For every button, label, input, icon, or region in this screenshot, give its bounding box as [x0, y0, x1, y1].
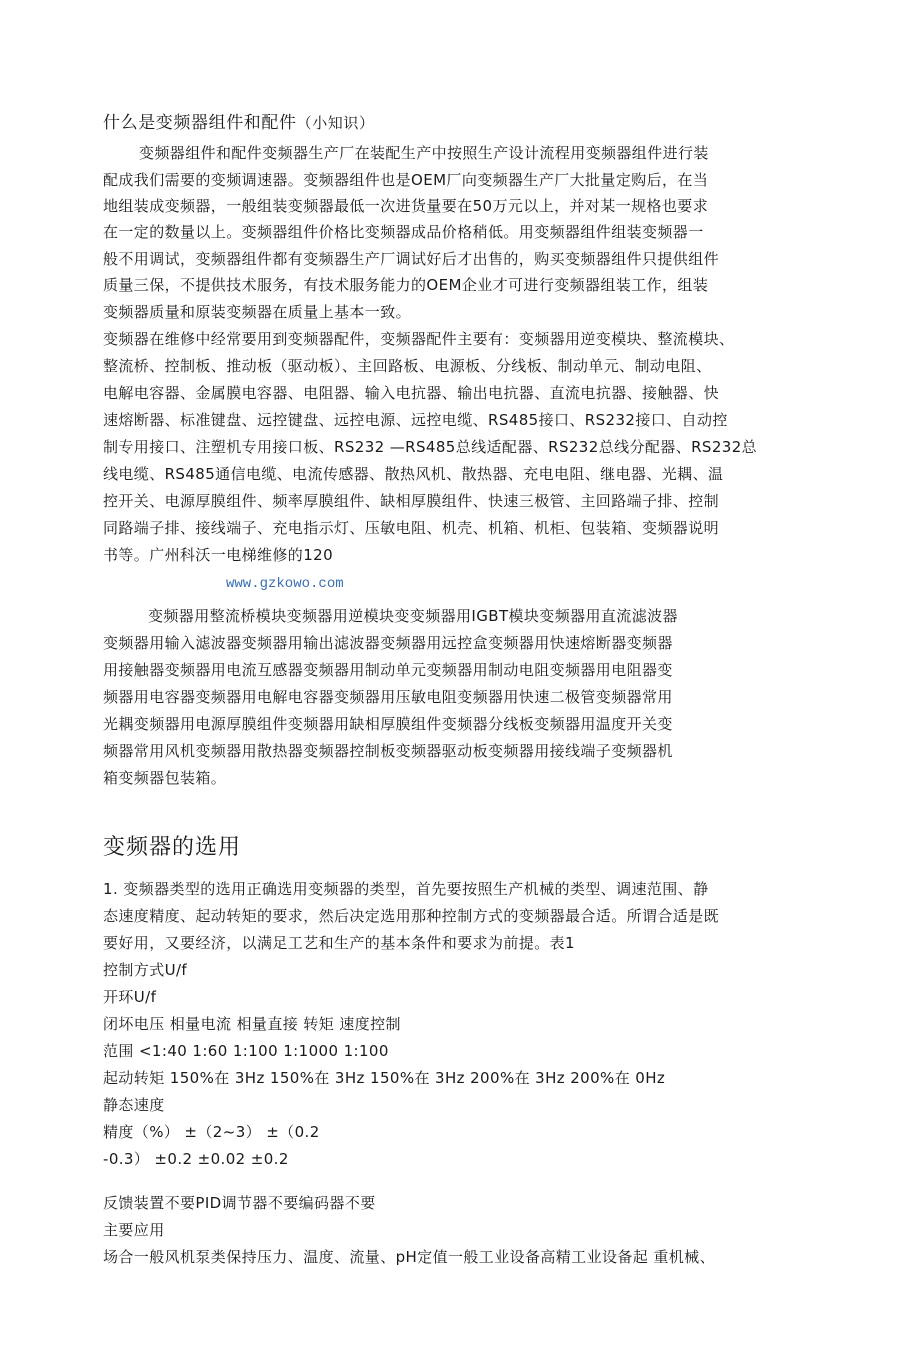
paragraph-line: 地组装成变频器，一般组装变频器最低一次进货量要在50万元以上，并对某一规格也要求	[103, 197, 709, 215]
table-line: 静态速度	[103, 1096, 165, 1114]
paragraph-line: 质量三保，不提供技术服务，有技术服务能力的OEM企业才可进行变频器组装工作，组装	[103, 276, 709, 294]
paragraph-line: 场合一般风机泵类保持压力、温度、流量、pH定值一般工业设备高精工业设备起 重机械、	[103, 1248, 715, 1266]
paragraph-line: 制专用接口、注塑机专用接口板、RS232 —RS485总线适配器、RS232总线分配器、RS232总	[103, 438, 758, 456]
paragraph-line: 反馈装置不要PID调节器不要编码器不要	[103, 1194, 376, 1212]
section-title-text: 什么是变频器组件和配件	[103, 113, 297, 133]
paragraph-line: 要好用，又要经济，以满足工艺和生产的基本条件和要求为前提。表1	[103, 934, 575, 952]
paragraph-line: 书等。广州科沃一电梯维修的120	[103, 546, 334, 564]
paragraph-line: 配成我们需要的变频调速器。变频器组件也是OEM厂向变频器生产厂大批量定购后，在当	[103, 171, 709, 189]
section-title-note: （小知识）	[296, 114, 375, 132]
table-line: -0.3） ±0.2 ±0.02 ±0.2	[103, 1150, 289, 1168]
paragraph-line: 般不用调试，变频器组件都有变频器生产厂调试好后才出售的，购买变频器组件只提供组件	[103, 250, 720, 268]
paragraph-line: 1. 变频器类型的选用正确选用变频器的类型，首先要按照生产机械的类型、调速范围、静	[103, 880, 709, 898]
paragraph-line: 用接触器变频器用电流互感器变频器用制动单元变频器用制动电阻变频器用电阻器变	[103, 661, 673, 679]
table-line: 控制方式U/f	[103, 961, 188, 979]
table-line: 起动转矩 150%在 3Hz 150%在 3Hz 150%在 3Hz 200%在 3Hz 200%在 0Hz	[103, 1069, 666, 1087]
paragraph-line: 变频器质量和原装变频器在质量上基本一致。	[103, 303, 412, 321]
paragraph-line: 箱变频器包装箱。	[103, 769, 227, 787]
paragraph-line: 变频器用整流桥模块变频器用逆模块变变频器用IGBT模块变频器用直流滤波器	[148, 607, 678, 625]
paragraph-line: 主要应用	[103, 1221, 165, 1239]
paragraph-line: 速熔断器、标准键盘、远控键盘、远控电源、远控电缆、RS485接口、RS232接口、自动控	[103, 411, 728, 429]
paragraph-line: 线电缆、RS485通信电缆、电流传感器、散热风机、散热器、充电电阻、继电器、光耦、温	[103, 465, 724, 483]
paragraph-line: 变频器在维修中经常要用到变频器配件，变频器配件主要有：变频器用逆变模块、整流模块、	[103, 330, 735, 348]
paragraph-line: 电解电容器、金属膜电容器、电阻器、输入电抗器、输出电抗器、直流电抗器、接触器、快	[103, 384, 720, 402]
paragraph-line: 控开关、电源厚膜组件、频率厚膜组件、缺相厚膜组件、快速三极管、主回路端子排、控制	[103, 492, 720, 510]
paragraph-line: 变频器组件和配件变频器生产厂在装配生产中按照生产设计流程用变频器组件进行装	[139, 144, 709, 162]
paragraph-line: 整流桥、控制板、推动板（驱动板）、主回路板、电源板、分线板、制动单元、制动电阻、	[103, 357, 712, 375]
table-line: 范围 <1:40 1:60 1:100 1:1000 1:100	[103, 1042, 389, 1060]
table-line: 开环U/f	[103, 988, 157, 1006]
section-title	[103, 113, 375, 133]
paragraph-line: 频器常用风机变频器用散热器变频器控制板变频器驱动板变频器用接线端子变频器机	[103, 742, 673, 760]
paragraph-line: 变频器用输入滤波器变频器用输出滤波器变频器用远控盒变频器用快速熔断器变频器	[103, 634, 673, 652]
paragraph-line: 同路端子排、接线端子、充电指示灯、压敏电阻、机壳、机箱、机柜、包装箱、变频器说明	[103, 519, 720, 537]
paragraph-line: 光耦变频器用电源厚膜组件变频器用缺相厚膜组件变频器分线板变频器用温度开关变	[103, 715, 673, 733]
website-link[interactable]: www.gzkowo.com	[226, 576, 344, 592]
table-line: 闭坏电压 相量电流 相量直接 转矩 速度控制	[103, 1015, 401, 1033]
paragraph-line: 态速度精度、起动转矩的要求，然后决定选用那种控制方式的变频器最合适。所谓合适是既	[103, 907, 720, 925]
paragraph-line: 频器用电容器变频器用电解电容器变频器用压敏电阻变频器用快速二极管变频器常用	[103, 688, 673, 706]
table-line: 精度（%） ±（2~3） ±（0.2	[103, 1123, 320, 1141]
paragraph-line: 在一定的数量以上。变频器组件价格比变频器成品价格稍低。用变频器组件组装变频器一	[103, 223, 704, 241]
section-heading: 变频器的选用	[103, 835, 242, 860]
